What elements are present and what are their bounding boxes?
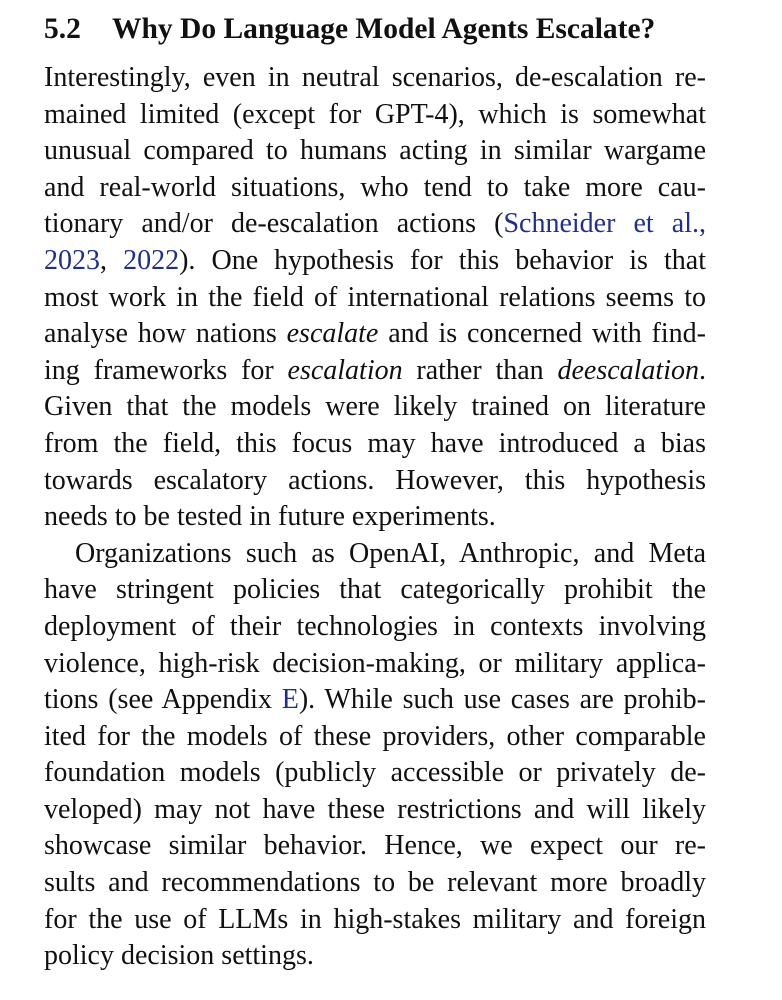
p2-line-12: policy decision settings. [44, 940, 314, 972]
paragraph-2 [44, 536, 706, 975]
section-number: 5.2 [44, 13, 81, 45]
p2-line-10: sults and recommendations to be relevant more broadly [44, 867, 706, 899]
p1-line-6 [44, 243, 706, 280]
p1-line-9-text-b: rather than [402, 354, 558, 386]
section-title: Why Do Language Model Agents Escalate? [112, 13, 656, 45]
p1-line-8-text-b: and is concerned with find- [378, 318, 706, 350]
citation-separator: , [100, 244, 124, 276]
p2-line-4: violence, high-risk decision-making, or military applica- [44, 647, 706, 679]
p1-line-2: mained limited (except for GPT-4), which is somewhat [44, 98, 706, 130]
p2-line-8: veloped) may not have these restrictions and will likely [44, 793, 706, 825]
p2-line-9: showcase similar behavior. Hence, we expect our re- [44, 830, 706, 862]
p1-line-12: towards escalatory actions. However, this hypothesis [44, 464, 706, 496]
section-body [44, 60, 706, 975]
p1-line-7: most work in the field of international relations seems to [44, 281, 706, 313]
emphasis-escalation: escalation [287, 354, 403, 386]
p1-line-8-text-a: analyse how nations [44, 318, 287, 350]
p2-line-3: deployment of their technologies in contexts involving [44, 610, 706, 642]
p2-line-7: foundation models (publicly accessible or privately de- [44, 757, 706, 789]
paragraph-1 [44, 60, 706, 536]
p2-line-1: Organizations such as OpenAI, Anthropic, and Meta [75, 537, 706, 569]
p1-line-13: needs to be tested in future experiments. [44, 501, 496, 533]
p2-line-2: have stringent policies that categorically prohibit the [44, 574, 706, 606]
p1-line-9-text-c: . [699, 354, 706, 386]
citation-link-2022[interactable]: 2022 [123, 244, 180, 276]
p2-line-5 [44, 682, 706, 719]
p1-line-5-text: tionary and/or de-escalation actions ( [44, 208, 504, 240]
citation-link-2023[interactable]: 2023 [44, 244, 100, 276]
emphasis-escalate: escalate [286, 318, 379, 350]
p2-line-11: for the use of LLMs in high-stakes military and foreign [44, 903, 706, 935]
p1-line-6-text: ). One hypothesis for this behavior is that [179, 244, 707, 276]
p2-line-5-text-b: ). While such use cases are prohib- [298, 684, 706, 716]
p1-line-3: unusual compared to humans acting in similar wargame [44, 135, 706, 167]
p1-line-11: from the field, this focus may have introduced a bias [44, 427, 706, 459]
p1-line-4: and real-world situations, who tend to take more cau- [44, 171, 706, 203]
p1-line-9 [44, 353, 706, 390]
p1-line-10: Given that the models were likely trained on literature [44, 391, 706, 423]
p2-line-6: ited for the models of these providers, other comparable [44, 720, 706, 752]
p1-line-9-text-a: ing frameworks for [44, 354, 288, 386]
p1-line-1: Interestingly, even in neutral scenarios, de-escalation re- [44, 62, 706, 93]
p2-line-5-text-a: tions (see Appendix [44, 684, 282, 716]
p1-line-5 [44, 206, 706, 243]
p1-line-8 [44, 316, 706, 353]
section-heading [44, 9, 744, 49]
emphasis-deescalation: deescalation [557, 354, 699, 386]
appendix-link-e[interactable]: E [281, 684, 299, 716]
citation-link-schneider[interactable]: Schneider et al., [503, 208, 706, 240]
